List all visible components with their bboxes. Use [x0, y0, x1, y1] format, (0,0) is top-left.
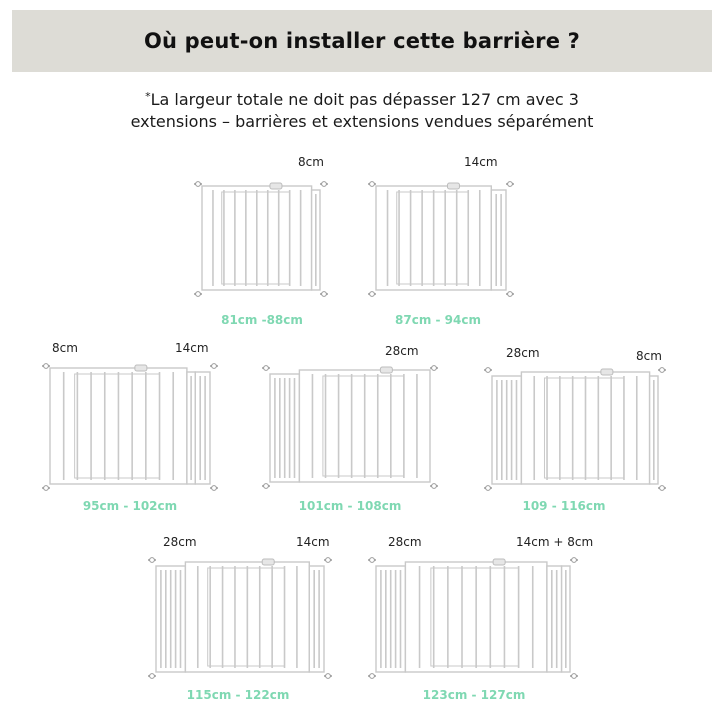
extension-label: 14cm	[296, 535, 330, 549]
gate-illustration-87-94	[370, 178, 512, 302]
extension-label: 28cm	[506, 346, 540, 360]
extension-label: 14cm	[175, 341, 209, 355]
extension-panel	[309, 566, 324, 672]
width-range: 123cm - 127cm	[422, 688, 526, 702]
width-range: 109 - 116cm	[522, 499, 606, 513]
extension-panel	[270, 374, 299, 482]
extension-panel	[376, 566, 405, 672]
subtitle-line-1-text: La largeur totale ne doit pas dépasser 127 cm avec 3	[150, 90, 579, 109]
wall-mount	[210, 486, 218, 491]
wall-mount	[148, 674, 156, 679]
extension-panel	[195, 372, 210, 484]
extension-label: 14cm + 8cm	[516, 535, 594, 549]
width-range: 115cm - 122cm	[186, 688, 290, 702]
gate-illustration-115-122	[150, 554, 330, 684]
latch	[135, 365, 147, 371]
wall-mount	[506, 182, 514, 187]
wall-mount	[320, 182, 328, 187]
wall-mount	[658, 368, 666, 373]
extension-label: 28cm	[388, 535, 422, 549]
main-gate-panel	[50, 368, 187, 484]
extension-label: 8cm	[298, 155, 324, 169]
width-range: 81cm -88cm	[221, 313, 303, 327]
extension-label: 8cm	[52, 341, 78, 355]
gate-illustration-81-88	[196, 178, 326, 302]
wall-mount	[262, 484, 270, 489]
extension-panel	[547, 566, 562, 672]
gate-illustration-101-108	[264, 362, 436, 494]
wall-mount	[194, 182, 202, 187]
wall-mount	[430, 366, 438, 371]
page-title: Où peut-on installer cette barrière ?	[143, 29, 581, 53]
main-gate-panel	[202, 186, 312, 290]
extension-panel	[650, 376, 658, 484]
wall-mount	[484, 486, 492, 491]
main-gate-panel	[376, 186, 491, 290]
latch	[380, 367, 392, 373]
subtitle-line-1	[0, 86, 724, 111]
wall-mount	[570, 674, 578, 679]
wall-mount	[368, 292, 376, 297]
wall-mount	[368, 674, 376, 679]
asterisk: *	[145, 90, 151, 103]
extension-panel	[562, 566, 570, 672]
wall-mount	[324, 558, 332, 563]
gate-illustration-95-102	[44, 360, 216, 496]
wall-mount	[320, 292, 328, 297]
latch	[601, 369, 613, 375]
wall-mount	[658, 486, 666, 491]
wall-mount	[484, 368, 492, 373]
gate-illustration-123-127	[370, 554, 576, 684]
subtitle	[0, 86, 724, 133]
wall-mount	[430, 484, 438, 489]
wall-mount	[42, 486, 50, 491]
latch	[447, 183, 459, 189]
width-range: 87cm - 94cm	[395, 313, 481, 327]
extension-label: 14cm	[464, 155, 498, 169]
main-gate-panel	[521, 372, 649, 484]
latch	[262, 559, 274, 565]
extension-label: 28cm	[163, 535, 197, 549]
wall-mount	[368, 182, 376, 187]
wall-mount	[210, 364, 218, 369]
extension-panel	[156, 566, 185, 672]
latch	[493, 559, 505, 565]
main-gate-panel	[185, 562, 309, 672]
extension-panel	[312, 190, 320, 290]
wall-mount	[42, 364, 50, 369]
wall-mount	[324, 674, 332, 679]
wall-mount	[262, 366, 270, 371]
extension-label: 8cm	[636, 349, 662, 363]
header-banner	[12, 10, 712, 72]
main-gate-panel	[405, 562, 547, 672]
extension-panel	[187, 372, 195, 484]
subtitle-line-2: extensions – barrières et extensions vendues séparément	[130, 112, 594, 131]
wall-mount	[570, 558, 578, 563]
wall-mount	[368, 558, 376, 563]
extension-panel	[491, 190, 506, 290]
gate-illustration-109-116	[486, 364, 664, 496]
wall-mount	[148, 558, 156, 563]
wall-mount	[506, 292, 514, 297]
extension-label: 28cm	[385, 344, 419, 358]
width-range: 101cm - 108cm	[298, 499, 402, 513]
extension-panel	[492, 376, 521, 484]
width-range: 95cm - 102cm	[82, 499, 178, 513]
latch	[270, 183, 282, 189]
main-gate-panel	[299, 370, 430, 482]
wall-mount	[194, 292, 202, 297]
